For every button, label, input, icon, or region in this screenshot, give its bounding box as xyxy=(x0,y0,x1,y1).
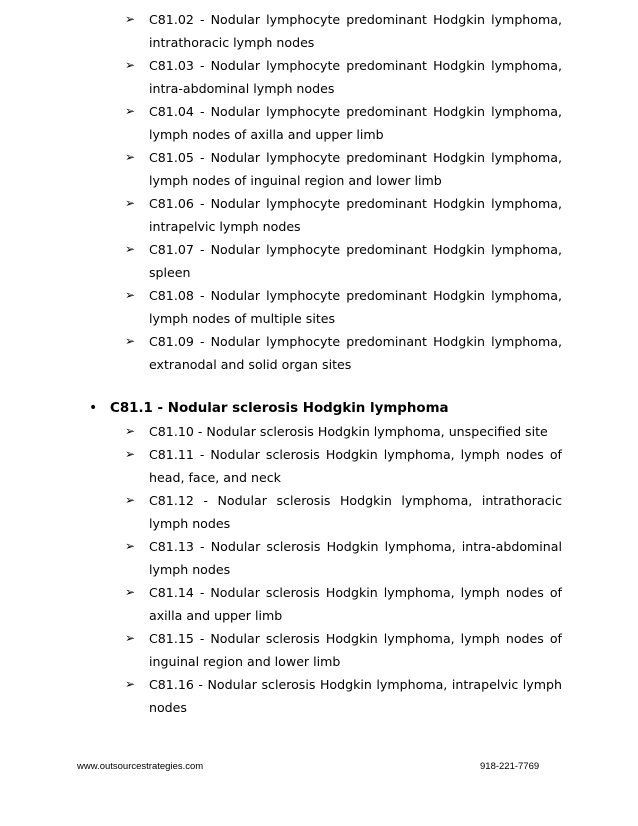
list-item-text: C81.07 - Nodular lymphocyte predominant Hodgkin lymphoma, spleen xyxy=(149,242,562,280)
list-item-text: C81.14 - Nodular sclerosis Hodgkin lymphoma, lymph nodes of axilla and upper limb xyxy=(149,585,562,623)
arrow-bullet-icon: ➢ xyxy=(125,424,136,438)
list-item-text: C81.16 - Nodular sclerosis Hodgkin lymphoma, intrapelvic lymph nodes xyxy=(149,677,562,715)
arrow-bullet-icon: ➢ xyxy=(125,539,136,553)
list-item xyxy=(125,627,562,673)
list-item-text: C81.12 - Nodular sclerosis Hodgkin lymphoma, intrathoracic lymph nodes xyxy=(149,493,562,531)
arrow-bullet-icon: ➢ xyxy=(125,493,136,507)
arrow-bullet-icon: ➢ xyxy=(125,631,136,645)
list-item-text: C81.04 - Nodular lymphocyte predominant Hodgkin lymphoma, lymph nodes of axilla and upper limb xyxy=(149,104,562,142)
list-item xyxy=(125,100,562,146)
document-body xyxy=(0,8,638,719)
arrow-bullet-icon: ➢ xyxy=(125,447,136,461)
list-item xyxy=(125,581,562,627)
list-item-text: C81.09 - Nodular lymphocyte predominant Hodgkin lymphoma, extranodal and solid organ sites xyxy=(149,334,562,372)
list-item-text: C81.05 - Nodular lymphocyte predominant Hodgkin lymphoma, lymph nodes of inguinal region and lower limb xyxy=(149,150,562,188)
list-item-text: C81.11 - Nodular sclerosis Hodgkin lymphoma, lymph nodes of head, face, and neck xyxy=(149,447,562,485)
list-item xyxy=(125,146,562,192)
list-item xyxy=(125,535,562,581)
footer-phone: 918-221-7769 xyxy=(480,761,540,772)
list-item xyxy=(125,420,562,443)
arrow-bullet-icon: ➢ xyxy=(125,150,136,164)
arrow-bullet-icon: ➢ xyxy=(125,12,136,26)
list-item xyxy=(125,489,562,535)
list-item xyxy=(125,673,562,719)
list-item-text: C81.08 - Nodular lymphocyte predominant Hodgkin lymphoma, lymph nodes of multiple sites xyxy=(149,288,562,326)
list-item xyxy=(125,192,562,238)
list-item-text: C81.15 - Nodular sclerosis Hodgkin lymphoma, lymph nodes of inguinal region and lower limb xyxy=(149,631,562,669)
bullet-icon: • xyxy=(89,400,98,416)
list-item-text: C81.03 - Nodular lymphocyte predominant Hodgkin lymphoma, intra-abdominal lymph nodes xyxy=(149,58,562,96)
arrow-bullet-icon: ➢ xyxy=(125,242,136,256)
section-heading-text: C81.1 - Nodular sclerosis Hodgkin lymphoma xyxy=(110,401,449,416)
arrow-bullet-icon: ➢ xyxy=(125,585,136,599)
list-item xyxy=(125,8,562,54)
list-item xyxy=(125,238,562,284)
footer-website: www.outsourcestrategies.com xyxy=(77,761,204,772)
list-item xyxy=(125,54,562,100)
list-item-text: C81.02 - Nodular lymphocyte predominant Hodgkin lymphoma, intrathoracic lymph nodes xyxy=(149,12,562,50)
list-item-text: C81.13 - Nodular sclerosis Hodgkin lymphoma, intra-abdominal lymph nodes xyxy=(149,539,562,577)
arrow-bullet-icon: ➢ xyxy=(125,196,136,210)
list-item-text: C81.06 - Nodular lymphocyte predominant Hodgkin lymphoma, intrapelvic lymph nodes xyxy=(149,196,562,234)
list-item xyxy=(125,284,562,330)
section-heading xyxy=(89,397,638,420)
arrow-bullet-icon: ➢ xyxy=(125,58,136,72)
list-item-text: C81.10 - Nodular sclerosis Hodgkin lymphoma, unspecified site xyxy=(149,424,548,439)
list-item xyxy=(125,443,562,489)
arrow-bullet-icon: ➢ xyxy=(125,288,136,302)
arrow-bullet-icon: ➢ xyxy=(125,677,136,691)
arrow-bullet-icon: ➢ xyxy=(125,104,136,118)
arrow-bullet-icon: ➢ xyxy=(125,334,136,348)
list-item xyxy=(125,330,562,376)
